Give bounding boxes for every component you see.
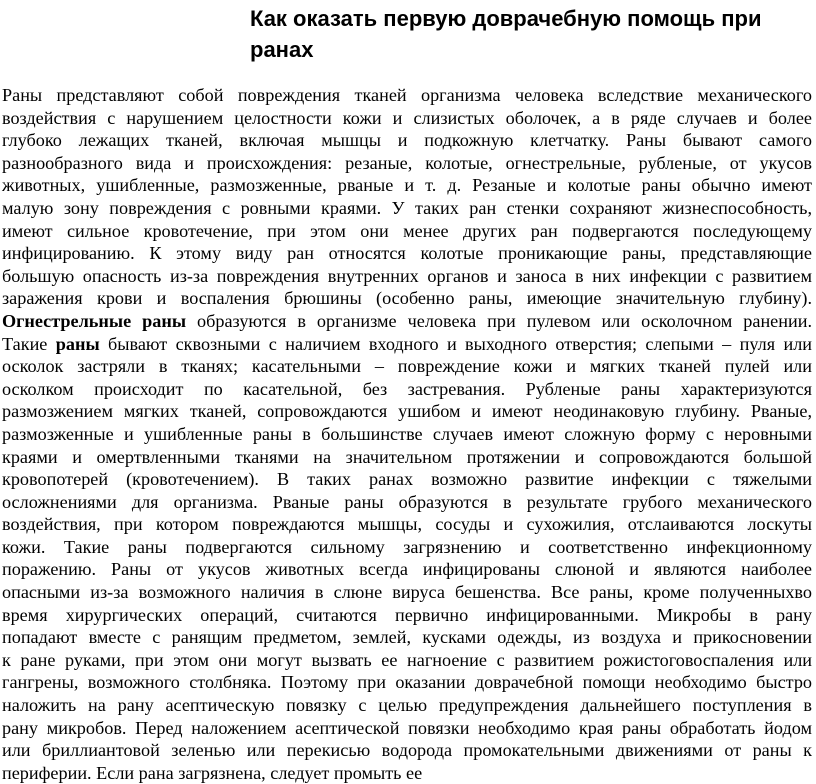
text-line: глубоко лежащих тканей, включая мышцы и подкожную клетчатку. Раны бывают самого [2,130,812,151]
text-line: Раны представляют собой повреждения тканей организма человека вследствие механического [2,85,812,105]
text-fragment: бывают сквозными с наличием входного и выходного отверстия; слепыми – пуля или [99,333,812,354]
text-line: размозженные и ушибленные раны в большинстве случаев имеют сложную форму с неровными [2,423,812,444]
text-line [2,310,812,333]
text-line: имеют сильное кровотечение, при этом они менее других ран подвергаются последующему [2,220,812,241]
text-fragment: Такие [2,333,56,354]
text-line: разнообразного вида и происхождения: резаные, колотые, огнестрельные, рубленые, от укусов [2,152,812,173]
text-line: заражения крови и воспаления брюшины (особенно раны, имеющие значительную глубину). [2,288,812,309]
text-line: или бриллиантовой зеленью или перекисью водорода промокательными движениями от раны к [2,740,812,761]
article-body [2,84,812,784]
text-line: малую зону повреждения с ровными краями. У таких ран стенки сохраняют жизнеспособность, [2,197,812,218]
text-line: размозжением мягких тканей, сопровождаются ушибом и имеют неодинаковую глубину. Рваные, [2,401,812,422]
text-line: наложить на рану асептическую повязку с целью предупреждения дальнейшего поступления в [2,695,812,716]
text-line: осложнениями для организма. Рваные раны образуются в результате грубого механического [2,491,812,512]
text-line: воздействия с нарушением целостности кожи и слизистых оболочек, а в ряде случаев и более [2,107,812,128]
text-line [2,333,812,356]
text-line: кожи. Такие раны подвергаются сильному загрязнению и соответственно инфекционному [2,536,812,557]
text-line: опасными из-за возможного наличия в слюне вируса бешенства. Все раны, кроме полученныхво [2,582,812,603]
text-line: большую опасность из-за повреждения внутренних органов и заноса в них инфекции с развитием [2,265,812,286]
page-title: Как оказать первую доврачебную помощь при ранах [250,6,762,62]
text-line: рану микробов. Перед наложением асептической повязки необходимо края раны обработать йодом [2,717,812,738]
text-line: животных, ушибленные, размозженные, рваные и т. д. Резаные и колотые раны обычно имеют [2,175,812,196]
text-line: попадают вместе с ранящим предметом, землей, кусками одежды, из воздуха и прикосновении [2,627,812,648]
text-line: к ране руками, при этом они могут вызвать ее нагноение с развитием рожистоговоспаления или [2,649,812,670]
text-line: осколком происходит по касательной, без застревания. Рубленые раны характеризуются [2,378,812,399]
bold-term-gunshot-wounds: Огнестрельные раны [2,310,187,331]
text-line: воздействия, при котором повреждаются мышцы, сосуды и сухожилия, отслаиваются лоскуты [2,514,812,535]
text-line: кровопотерей (кровотечением). В таких ранах возможно развитие инфекции с тяжелыми [2,469,812,490]
text-line: осколок застряли в тканях; касательными – повреждение кожи и мягких тканей пулей или [2,356,812,377]
text-line: инфицированию. К этому виду ран относятся колотые проникающие раны, представляющие [2,243,812,264]
bold-term-wounds: раны [55,333,100,354]
text-fragment: образуются в организме человека при пулевом или осколочном ранении. [186,310,812,331]
text-line: краями и омертвленными тканями на значительном протяжении и сопровождаются большой [2,446,812,467]
text-line: время хирургических операций, считаются первично инфицированными. Микробы в рану [2,604,812,625]
text-line: периферии. Если рана загрязнена, следует промыть ее [2,762,423,783]
text-line: поражению. Раны от укусов животных всегда инфицированы слюной и являются наиболее [2,559,812,580]
text-line: гангрены, возможного столбняка. Поэтому при оказании доврачебной помощи необходимо быстро [2,672,812,693]
